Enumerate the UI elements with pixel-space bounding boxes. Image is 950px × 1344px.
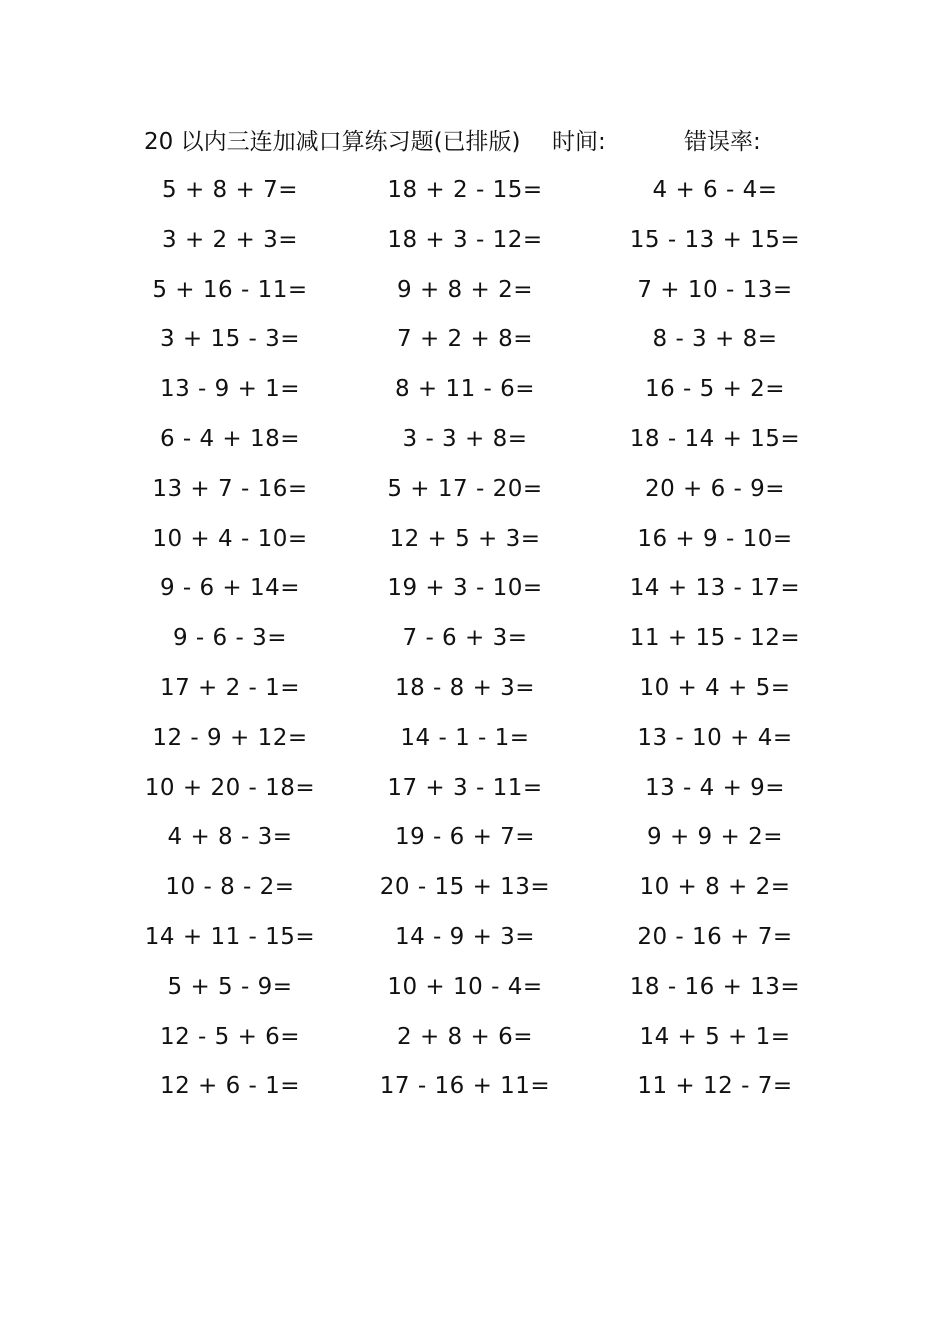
problem-row bbox=[0, 618, 950, 668]
problem-item: 10 + 8 + 2= bbox=[639, 874, 791, 901]
problem-item: 17 + 2 - 1= bbox=[159, 674, 301, 701]
problem-item: 14 - 1 - 1= bbox=[400, 724, 530, 751]
problem-item: 2 + 8 + 6= bbox=[397, 1023, 533, 1050]
problem-row bbox=[0, 768, 950, 818]
problem-item: 19 - 6 + 7= bbox=[394, 824, 536, 851]
problem-row bbox=[0, 1017, 950, 1067]
problem-item: 10 + 4 - 10= bbox=[152, 525, 308, 552]
problem-row bbox=[0, 917, 950, 967]
problem-item: 14 - 9 + 3= bbox=[394, 923, 536, 950]
problem-item: 10 + 20 - 18= bbox=[144, 774, 316, 801]
problem-row bbox=[0, 319, 950, 369]
problem-row bbox=[0, 270, 950, 320]
problem-item: 9 + 8 + 2= bbox=[397, 276, 533, 303]
problem-item: 13 + 7 - 16= bbox=[152, 475, 308, 502]
problem-row bbox=[0, 668, 950, 718]
problem-row bbox=[0, 170, 950, 220]
problem-item: 16 - 5 + 2= bbox=[644, 376, 786, 403]
problem-item: 18 - 16 + 13= bbox=[629, 973, 801, 1000]
problem-row bbox=[0, 817, 950, 867]
problem-item: 3 - 3 + 8= bbox=[402, 425, 528, 452]
problem-item: 11 + 12 - 7= bbox=[637, 1073, 793, 1100]
problem-item: 8 - 3 + 8= bbox=[652, 326, 778, 353]
problem-item: 13 - 10 + 4= bbox=[637, 724, 793, 751]
problem-row bbox=[0, 419, 950, 469]
problem-item: 9 + 9 + 2= bbox=[647, 824, 783, 851]
problem-item: 12 - 9 + 12= bbox=[152, 724, 308, 751]
problem-item: 18 + 3 - 12= bbox=[387, 226, 543, 253]
problem-row bbox=[0, 718, 950, 768]
problem-item: 12 + 5 + 3= bbox=[389, 525, 541, 552]
problem-item: 4 + 8 - 3= bbox=[167, 824, 293, 851]
error-rate-label: 错误率: bbox=[684, 129, 761, 155]
problem-item: 14 + 13 - 17= bbox=[629, 575, 801, 602]
problem-item: 9 - 6 + 14= bbox=[159, 575, 301, 602]
problem-item: 20 - 15 + 13= bbox=[379, 874, 551, 901]
problem-item: 17 - 16 + 11= bbox=[379, 1073, 551, 1100]
problem-item: 12 + 6 - 1= bbox=[159, 1073, 301, 1100]
problem-item: 15 - 13 + 15= bbox=[629, 226, 801, 253]
problem-row bbox=[0, 967, 950, 1017]
problem-item: 7 + 2 + 8= bbox=[397, 326, 533, 353]
problem-item: 10 + 10 - 4= bbox=[387, 973, 543, 1000]
problem-item: 7 + 10 - 13= bbox=[637, 276, 793, 303]
problem-item: 9 - 6 - 3= bbox=[172, 625, 287, 652]
problem-row bbox=[0, 220, 950, 270]
problem-item: 17 + 3 - 11= bbox=[387, 774, 543, 801]
problem-row bbox=[0, 568, 950, 618]
problem-item: 16 + 9 - 10= bbox=[637, 525, 793, 552]
worksheet-title: 20 以内三连加减口算练习题(已排版) bbox=[144, 129, 521, 155]
problem-item: 6 - 4 + 18= bbox=[159, 425, 301, 452]
problem-item: 11 + 15 - 12= bbox=[629, 625, 801, 652]
worksheet-header bbox=[144, 124, 824, 160]
problem-item: 20 - 16 + 7= bbox=[637, 923, 793, 950]
problem-item: 18 - 14 + 15= bbox=[629, 425, 801, 452]
problem-row bbox=[0, 369, 950, 419]
problem-row bbox=[0, 867, 950, 917]
problem-item: 20 + 6 - 9= bbox=[644, 475, 786, 502]
problem-item: 10 - 8 - 2= bbox=[165, 874, 295, 901]
problem-item: 14 + 11 - 15= bbox=[144, 923, 316, 950]
problem-item: 13 - 4 + 9= bbox=[644, 774, 786, 801]
problem-item: 5 + 16 - 11= bbox=[152, 276, 308, 303]
problem-item: 7 - 6 + 3= bbox=[402, 625, 528, 652]
problem-item: 13 - 9 + 1= bbox=[159, 376, 301, 403]
problem-row bbox=[0, 469, 950, 519]
problem-item: 8 + 11 - 6= bbox=[394, 376, 536, 403]
problem-row bbox=[0, 519, 950, 569]
problem-item: 14 + 5 + 1= bbox=[639, 1023, 791, 1050]
problem-item: 3 + 2 + 3= bbox=[162, 226, 298, 253]
problem-item: 12 - 5 + 6= bbox=[159, 1023, 301, 1050]
problem-item: 4 + 6 - 4= bbox=[652, 177, 778, 203]
problem-item: 3 + 15 - 3= bbox=[159, 326, 301, 353]
problem-item: 18 + 2 - 15= bbox=[387, 177, 543, 203]
problem-item: 5 + 8 + 7= bbox=[162, 177, 298, 203]
problem-grid bbox=[0, 170, 950, 1116]
time-label: 时间: bbox=[552, 129, 606, 155]
problem-item: 5 + 17 - 20= bbox=[387, 475, 543, 502]
problem-item: 10 + 4 + 5= bbox=[639, 674, 791, 701]
problem-row bbox=[0, 1066, 950, 1116]
problem-item: 18 - 8 + 3= bbox=[394, 674, 536, 701]
problem-item: 19 + 3 - 10= bbox=[387, 575, 543, 602]
problem-item: 5 + 5 - 9= bbox=[167, 973, 293, 1000]
